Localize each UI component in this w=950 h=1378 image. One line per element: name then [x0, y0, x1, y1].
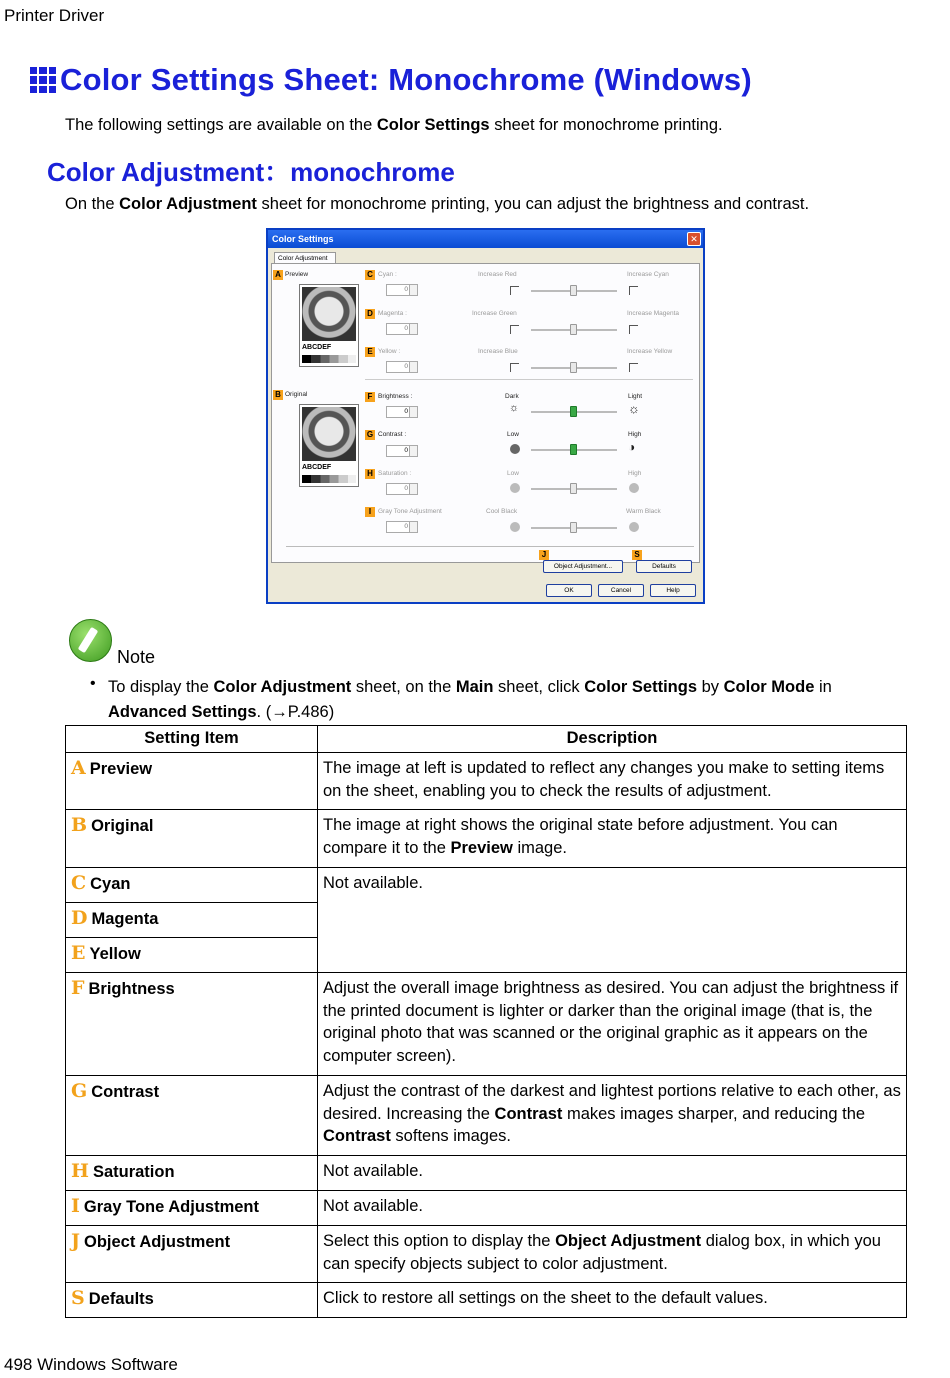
- saturation-label: Saturation :: [378, 470, 412, 477]
- table-row: [66, 1156, 907, 1191]
- low2-label: Low: [507, 470, 519, 477]
- magenta-label: Magenta :: [378, 310, 407, 317]
- sun-icon: ☼: [509, 402, 520, 414]
- row-name: Gray Tone Adjustment: [83, 1198, 259, 1216]
- running-head: Printer Driver: [4, 6, 105, 25]
- row-letter: F: [71, 977, 85, 999]
- panel-separator: [286, 546, 694, 547]
- row-name: Object Adjustment: [84, 1233, 231, 1251]
- yellow-spin[interactable]: 0: [386, 361, 418, 373]
- table-row: [66, 1076, 907, 1156]
- row-name: Original: [91, 817, 154, 835]
- ok-button[interactable]: OK: [546, 584, 592, 597]
- settings-table: [65, 725, 907, 1318]
- gray-tone-label: Gray Tone Adjustment: [378, 508, 442, 515]
- row-letter: G: [71, 1080, 88, 1102]
- row-letter: J: [71, 1230, 80, 1252]
- header-setting-item: Setting Item: [66, 726, 318, 753]
- marker-a: A: [273, 270, 283, 280]
- row-name: Cyan: [90, 875, 131, 893]
- marker-h: H: [365, 469, 375, 479]
- note-label: Note: [117, 647, 156, 667]
- cyan-checkbox-left: [510, 286, 519, 295]
- row-letter: B: [71, 814, 88, 836]
- table-row: [66, 1191, 907, 1226]
- row-name: Defaults: [88, 1290, 154, 1308]
- table-row: [66, 868, 907, 903]
- cancel-button[interactable]: Cancel: [598, 584, 644, 597]
- brightness-spin[interactable]: 0: [386, 406, 418, 418]
- brightness-label: Brightness :: [378, 393, 413, 400]
- color-settings-dialog-screenshot: [266, 228, 705, 604]
- note-bullet: •: [90, 675, 96, 692]
- increase-yellow-label: Increase Yellow: [627, 348, 673, 355]
- marker-e: E: [365, 347, 375, 357]
- gray-tone-spin[interactable]: 0: [386, 521, 418, 533]
- gray-tone-right-icon: [629, 522, 639, 532]
- contrast-low-icon: [510, 444, 520, 454]
- high-label: High: [628, 431, 642, 438]
- section-paragraph: On the Color Adjustment sheet for monochrome printing, you can adjust the brightness and contrast.: [65, 195, 810, 213]
- cyan-spin[interactable]: 0: [386, 284, 418, 296]
- marker-g: G: [366, 430, 374, 439]
- row-name: Preview: [89, 760, 153, 778]
- contrast-label: Contrast :: [378, 431, 407, 438]
- warm-black-label: Warm Black: [626, 508, 661, 515]
- saturation-spin[interactable]: 0: [386, 483, 418, 495]
- contrast-spin[interactable]: 0: [386, 445, 418, 457]
- row-letter: S: [71, 1287, 85, 1309]
- magenta-checkbox-left: [510, 325, 519, 334]
- thumb-text-2: ABCDEF: [302, 464, 332, 471]
- section-heading: Color Adjustment：monochrome: [47, 157, 455, 187]
- marker-s: S: [632, 550, 642, 560]
- object-adjustment-button[interactable]: Object Adjustment...: [543, 560, 623, 573]
- marker-f: F: [365, 392, 375, 402]
- row-name: Brightness: [88, 980, 175, 998]
- help-button[interactable]: Help: [650, 584, 696, 597]
- marker-d: D: [365, 309, 375, 319]
- page-heading: [30, 60, 752, 100]
- note-pencil-icon: [69, 619, 112, 662]
- low-label: Low: [507, 431, 519, 438]
- note-text: To display the Color Adjustment sheet, on the Main sheet, click Color Settings by Color Mode in Advanced Settings. (→P.486): [108, 678, 832, 721]
- dark-label: Dark: [505, 393, 519, 400]
- row-letter: A: [71, 757, 86, 779]
- row-letter: C: [71, 872, 87, 894]
- row-letter: D: [71, 907, 88, 929]
- row-letter: H: [71, 1160, 89, 1182]
- yellow-label: Yellow :: [378, 348, 401, 355]
- row-description: Not available.: [318, 1191, 907, 1226]
- intro-paragraph: The following settings are available on the Color Settings sheet for monochrome printing.: [65, 116, 723, 134]
- dialog-panel: [271, 263, 700, 570]
- saturation-low-icon: [510, 483, 520, 493]
- row-letter: E: [71, 942, 86, 964]
- marker-b: B: [273, 390, 283, 400]
- yellow-slider-knob[interactable]: [570, 362, 577, 373]
- row-description: Not available.: [318, 868, 907, 973]
- yellow-checkbox-left: [510, 363, 519, 372]
- table-row: [66, 1283, 907, 1318]
- table-row: [66, 810, 907, 868]
- cyan-label: Cyan :: [378, 271, 397, 278]
- table-row: [66, 1226, 907, 1283]
- sun-icon-light: ☼: [628, 401, 640, 416]
- row-letter: I: [71, 1195, 80, 1217]
- table-row: [66, 973, 907, 1076]
- table-header-row: [66, 726, 907, 753]
- dialog-title: Color Settings: [272, 234, 334, 244]
- divider: [365, 379, 693, 380]
- marker-j: J: [539, 550, 549, 560]
- preview-thumbnail: [299, 284, 359, 367]
- row-description: Select this option to display the Object Adjustment dialog box, in which you can specify objects subject to color adjustment.: [318, 1226, 907, 1283]
- increase-red-label: Increase Red: [478, 271, 517, 278]
- increase-green-label: Increase Green: [472, 310, 517, 317]
- magenta-spin[interactable]: 0: [386, 323, 418, 335]
- row-name: Magenta: [91, 910, 159, 928]
- increase-cyan-label: Increase Cyan: [627, 271, 669, 278]
- marker-i: I: [365, 507, 375, 517]
- row-description: Click to restore all settings on the sheet to the default values.: [318, 1283, 907, 1318]
- row-description: The image at left is updated to reflect any changes you make to setting items on the sheet, enabling you to check the results of adjustment.: [318, 753, 907, 810]
- contrast-icon: ◑: [628, 440, 636, 454]
- dialog-title-bar: [268, 230, 703, 248]
- light-label: Light: [628, 393, 643, 400]
- magenta-checkbox-right: [629, 325, 638, 334]
- magenta-slider-knob[interactable]: [570, 324, 577, 335]
- preview-label: Preview: [285, 271, 309, 278]
- cool-black-label: Cool Black: [486, 508, 518, 515]
- row-description: Not available.: [318, 1156, 907, 1191]
- marker-c: C: [365, 270, 375, 280]
- yellow-checkbox-right: [629, 363, 638, 372]
- row-name: Contrast: [91, 1083, 160, 1101]
- close-icon[interactable]: ✕: [687, 232, 701, 246]
- gray-tone-slider-knob[interactable]: [570, 522, 577, 533]
- header-description: Description: [318, 726, 907, 753]
- row-description: Adjust the overall image brightness as desired. You can adjust the brightness if the printed document is lighter or darker than the original image (that is, the original photo that was scanned or the original graphic as it appears on the computer screen).: [318, 973, 907, 1076]
- row-description: Adjust the contrast of the darkest and lightest portions relative to each other, as desired. Increasing the Contrast makes images sharper, and reducing the Contrast softens images.: [318, 1076, 907, 1156]
- row-name: Yellow: [89, 945, 141, 963]
- original-label: Original: [285, 391, 308, 398]
- table-row: [66, 753, 907, 810]
- page-footer: 498 Windows Software: [4, 1355, 178, 1374]
- defaults-button[interactable]: Defaults: [636, 560, 692, 573]
- row-name: Saturation: [92, 1163, 175, 1181]
- cyan-slider-knob[interactable]: [570, 285, 577, 296]
- page-heading-text: Color Settings Sheet: Monochrome (Windows): [60, 62, 752, 97]
- gray-tone-left-icon: [510, 522, 520, 532]
- grid-heading-icon: [30, 67, 56, 93]
- tab-color-adjustment[interactable]: Color Adjustment: [274, 252, 336, 264]
- brightness-slider-knob[interactable]: [570, 406, 577, 417]
- increase-magenta-label: Increase Magenta: [627, 310, 680, 317]
- cyan-checkbox-right: [629, 286, 638, 295]
- saturation-slider-knob[interactable]: [570, 483, 577, 494]
- contrast-slider-knob[interactable]: [570, 444, 577, 455]
- thumb-text: ABCDEF: [302, 344, 332, 351]
- original-thumbnail: [299, 404, 359, 487]
- row-description: The image at right shows the original state before adjustment. You can compare it to the Preview image.: [318, 810, 907, 868]
- saturation-high-icon: [629, 483, 639, 493]
- increase-blue-label: Increase Blue: [478, 348, 518, 355]
- high2-label: High: [628, 470, 642, 477]
